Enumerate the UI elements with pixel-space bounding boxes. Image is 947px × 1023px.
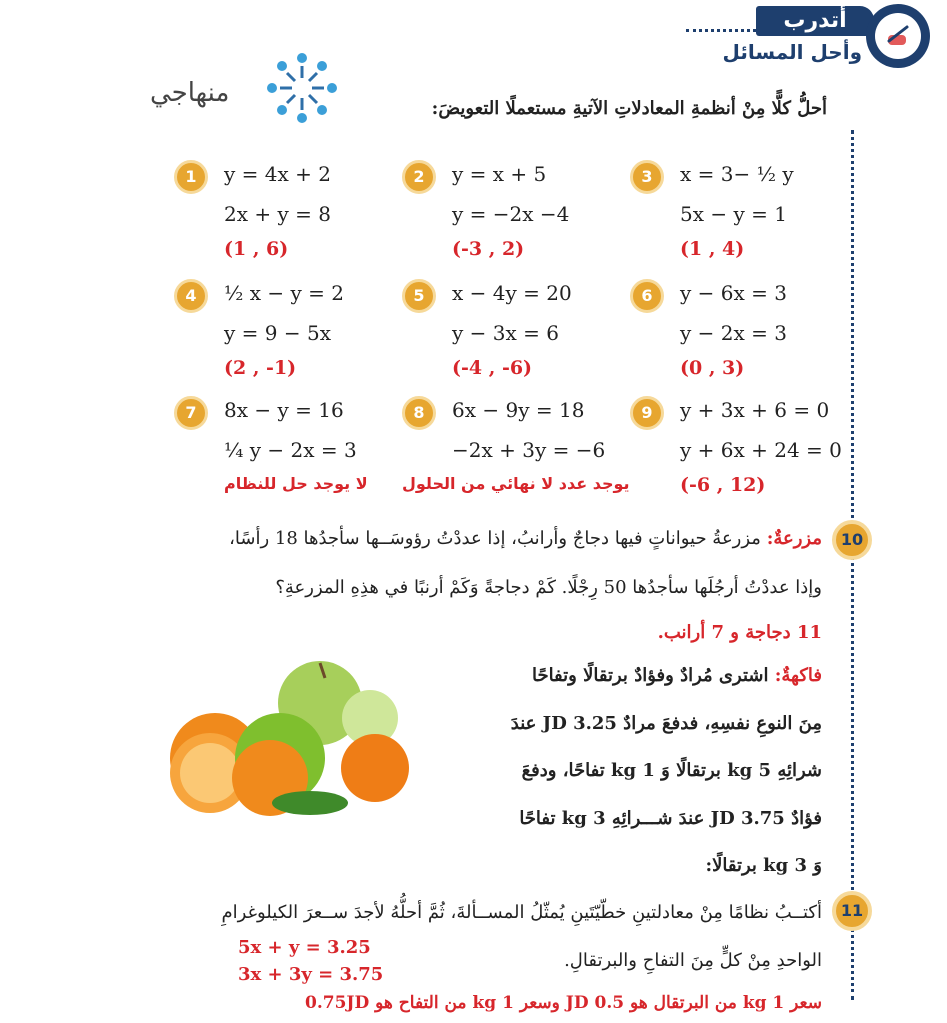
problem-1	[174, 160, 384, 270]
pencil-hand-icon	[883, 21, 913, 51]
answer: يوجد عدد لا نهائي من الحلول	[402, 474, 630, 493]
header-dotted-line	[686, 29, 762, 32]
fruit-line-5: وَ kg 3 برتقالًا:	[705, 855, 822, 876]
equation-2: y − 3x = 6	[452, 321, 559, 345]
fruit-text-1: اشترى مُرادٌ وفؤادٌ برتقالًا وتفاحًا	[531, 665, 769, 686]
answer: (0 , 3)	[680, 357, 745, 379]
equation-2: y = −2x −4	[452, 202, 570, 226]
answer: لا يوجد حل للنظام	[224, 474, 368, 493]
fruit-line-2: مِنَ النوعِ نفسِهِ، فدفعَ مرادٌ JD 3.25 عندَ	[510, 713, 822, 734]
problem-5	[402, 279, 612, 389]
problem-number: 2	[402, 160, 436, 194]
equation-1: 8x − y = 16	[224, 398, 344, 422]
equation-2: −2x + 3y = −6	[452, 438, 606, 462]
fruit-line-4: فؤادٌ JD 3.75 عندَ شـــرائِهِ kg 3 تفاحًا	[519, 808, 822, 829]
problem-number: 4	[174, 279, 208, 313]
answer: (-6 , 12)	[680, 474, 766, 496]
problem-2	[402, 160, 612, 270]
problem-number: 1	[174, 160, 208, 194]
fruit-line-1	[532, 665, 822, 686]
equation-1: x = 3− ½ y	[680, 162, 794, 186]
system-equation-2: 3x + 3y = 3.75	[238, 964, 384, 985]
system-equation-1: 5x + y = 3.25	[238, 937, 371, 958]
equation-1: 6x − 9y = 18	[452, 398, 585, 422]
fruit-image	[170, 658, 410, 833]
equation-2: y − 2x = 3	[680, 321, 787, 345]
question-10-number: 10	[832, 520, 872, 560]
problem-number: 6	[630, 279, 664, 313]
equation-2: 2x + y = 8	[224, 202, 331, 226]
equation-2: y = 9 − 5x	[224, 321, 331, 345]
problem-6	[630, 279, 840, 389]
vertical-dotted-line	[851, 130, 854, 1000]
fruit-label: فاكهةٌ:	[774, 665, 822, 686]
equation-2: ¼ y − 2x = 3	[224, 438, 357, 462]
problem-number: 8	[402, 396, 436, 430]
problem-7	[174, 396, 384, 506]
logo-text: منهاجي	[150, 78, 230, 108]
problem-9	[630, 396, 840, 506]
q11-line-1: أكتــبُ نظامًا مِنْ معادلتينِ خطّيّتَينِ يُمثّلُ المســألةَ، ثُمَّ أحلُّهُ لأجدَ ســعرَ الكيلوغرامِ	[221, 902, 822, 923]
problem-8	[402, 396, 630, 506]
section-title: أتدرب	[756, 6, 874, 36]
manhaji-logo-icon	[262, 48, 342, 128]
q10-line-1	[229, 528, 822, 549]
equation-1: y = x + 5	[452, 162, 547, 186]
problem-number: 7	[174, 396, 208, 430]
problem-3	[630, 160, 840, 270]
equation-1: y = 4x + 2	[224, 162, 331, 186]
problem-4	[174, 279, 384, 389]
equation-1: ½ x − y = 2	[224, 281, 344, 305]
answer: (1 , 4)	[680, 238, 745, 260]
section-badge	[866, 4, 930, 68]
answer: (-3 , 2)	[452, 238, 525, 260]
equation-1: y − 6x = 3	[680, 281, 787, 305]
question-11-number: 11	[832, 891, 872, 931]
problem-number: 5	[402, 279, 436, 313]
equation-1: x − 4y = 20	[452, 281, 572, 305]
instruction-text: أحلُّ كلًّا مِنْ أنظمةِ المعادلاتِ الآتيةِ مستعملًا التعويضَ:	[431, 98, 827, 119]
fruit-line-3: شرائِهِ kg 5 برتقالًا وَ kg 1 تفاحًا، ودفعَ	[521, 760, 822, 781]
q10-text-1: مزرعةُ حيواناتٍ فيها دجاجٌ وأرانبُ، إذا عددْتُ رؤوسَــها سأجدُها 18 رأسًا،	[229, 528, 761, 549]
q10-line-2: وإذا عددْتُ أرجُلَها سأجدُها 50 رِجْلًا. كَمْ دجاجةً وَكَمْ أرنبًا في هذِهِ المزرعةِ؟	[275, 577, 822, 598]
answer: (-4 , -6)	[452, 357, 533, 379]
q10-answer: 11 دجاجة و 7 أرانب.	[657, 622, 822, 643]
problem-number: 9	[630, 396, 664, 430]
q11-line-2: الواحدِ مِنْ كلٍّ مِنَ التفاحِ والبرتقالِ.	[564, 950, 822, 971]
section-subtitle: وأحل المسائل	[722, 40, 862, 64]
equation-1: y + 3x + 6 = 0	[680, 398, 830, 422]
answer: (1 , 6)	[224, 238, 289, 260]
q10-label: مزرعةٌ:	[766, 528, 822, 549]
answer: (2 , -1)	[224, 357, 297, 379]
q11-answer: سعر 1 kg من البرتقال هو JD 0.5 وسعر 1 kg من التفاح هو 0.75JD	[305, 993, 822, 1013]
equation-2: 5x − y = 1	[680, 202, 787, 226]
equation-2: y + 6x + 24 = 0	[680, 438, 842, 462]
problem-number: 3	[630, 160, 664, 194]
